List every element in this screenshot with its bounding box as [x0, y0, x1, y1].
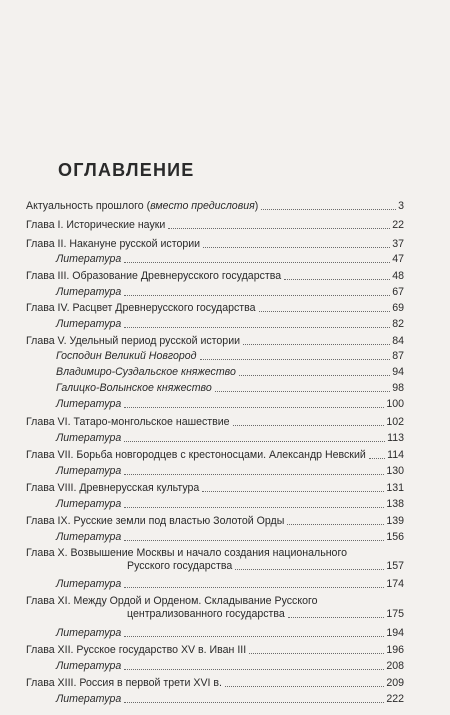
page-number: 22: [392, 219, 404, 231]
entry-line: [26, 677, 404, 690]
dot-leader: [124, 507, 384, 508]
entry-text-part: Глава IX. Русские земли под властью Золотой Орды: [26, 515, 285, 527]
dot-leader: [124, 636, 384, 637]
entry-text-part: Литература: [56, 465, 122, 477]
entry-line: [26, 200, 404, 213]
entry-text-part: Глава XIII. Россия в первой трети XVI в.: [26, 677, 222, 689]
dot-leader: [287, 524, 384, 525]
toc-subentry: [26, 627, 404, 640]
page-number: 48: [392, 270, 404, 282]
entry-text-part: Глава VIII. Древнерусская культура: [26, 482, 200, 494]
entry-line: [56, 350, 404, 363]
toc-subentry: [26, 465, 404, 478]
entry-line: [56, 398, 404, 411]
entry-title-continued: [127, 608, 285, 621]
entry-text-part: Глава VI. Татаро-монгольское нашествие: [26, 416, 230, 428]
entry-title: [26, 677, 222, 690]
dot-leader: [200, 359, 391, 360]
toc-entry: [26, 595, 404, 621]
dot-leader: [124, 327, 390, 328]
entry-text-part: Русского государства: [127, 560, 233, 572]
entry-line: [56, 627, 404, 640]
entry-line: [56, 382, 404, 395]
toc-entry: [26, 547, 404, 573]
entry-title: [56, 382, 212, 395]
entry-title: [26, 595, 318, 607]
toc-subentry: [26, 531, 404, 544]
entry-text-part: ): [254, 200, 259, 212]
entry-title: [26, 416, 230, 429]
entry-line: [26, 595, 404, 608]
page-number: 139: [386, 515, 404, 527]
entry-line: [56, 660, 404, 673]
dot-leader: [284, 279, 390, 280]
entry-line: [56, 432, 404, 445]
dot-leader: [124, 540, 384, 541]
dot-leader: [124, 474, 384, 475]
dot-leader: [259, 311, 391, 312]
page-number: 175: [386, 608, 404, 620]
dot-leader: [243, 344, 390, 345]
entry-title: [56, 318, 121, 331]
toc-subentry: [26, 398, 404, 411]
entry-title: [56, 660, 121, 673]
entry-line: [56, 253, 404, 266]
page-number: 69: [392, 302, 404, 314]
page-number: 138: [386, 498, 404, 510]
entry-text-part: централизованного государства: [127, 608, 285, 620]
toc-entry: [26, 416, 404, 429]
entry-text-part: Господин Великий Новгород: [56, 350, 197, 362]
entry-text-part: Глава IV. Расцвет Древнерусского государства: [26, 302, 256, 314]
entry-title: [56, 578, 121, 591]
entry-text-part: Литература: [56, 660, 122, 672]
page-number: 67: [392, 286, 404, 298]
entry-text-part: Глава V. Удельный период русской истории: [26, 335, 241, 347]
page-number: 98: [392, 382, 404, 394]
toc-subentry: [26, 382, 404, 395]
dot-leader: [369, 458, 385, 459]
entry-text-part: Актуальность прошлого (: [26, 200, 151, 212]
entry-line-continued: [26, 608, 404, 621]
entry-text-part: Литература: [56, 253, 122, 265]
entry-title: [26, 335, 240, 348]
entry-title: [26, 219, 165, 232]
toc-subentry: [26, 253, 404, 266]
entry-text-part: Литература: [56, 578, 122, 590]
entry-line: [26, 335, 404, 348]
entry-line: [26, 238, 404, 251]
dot-leader: [202, 491, 384, 492]
page-number: 100: [386, 398, 404, 410]
entry-text-part: Литература: [56, 498, 122, 510]
entry-title: [56, 398, 121, 411]
dot-leader: [168, 228, 390, 229]
page-number: 87: [392, 350, 404, 362]
entry-text-part: Литература: [56, 627, 122, 639]
page-number: 131: [386, 482, 404, 494]
entry-line: [56, 286, 404, 299]
page-number: 209: [386, 677, 404, 689]
page-number: 194: [386, 627, 404, 639]
entry-title: [26, 547, 347, 559]
entry-text-part: Галицко-Волынское княжество: [56, 382, 212, 394]
toc-entry: [26, 270, 404, 283]
entry-text-part: Глава II. Накануне русской истории: [26, 238, 201, 250]
dot-leader: [124, 407, 384, 408]
entry-text-part: Глава X. Возвышение Москвы и начало создания национального: [26, 547, 347, 559]
entry-title: [56, 627, 121, 640]
entry-line: [56, 465, 404, 478]
entry-title: [26, 200, 258, 213]
dot-leader: [249, 653, 384, 654]
entry-title: [56, 693, 121, 706]
toc-subentry: [26, 318, 404, 331]
entry-line: [26, 219, 404, 232]
entry-line: [56, 531, 404, 544]
toc-entry: [26, 482, 404, 495]
entry-line: [26, 515, 404, 528]
page-number: 130: [386, 465, 404, 477]
dot-leader: [239, 375, 390, 376]
entry-line: [26, 449, 404, 462]
entry-title: [56, 366, 236, 379]
entry-text-part: Литература: [56, 432, 122, 444]
entry-title: [26, 515, 284, 528]
toc-entry: [26, 515, 404, 528]
entry-title: [26, 270, 281, 283]
dot-leader: [261, 209, 396, 210]
entry-text-part: Литература: [56, 398, 122, 410]
toc-subentry: [26, 432, 404, 445]
toc-subentry: [26, 693, 404, 706]
toc-entry: [26, 238, 404, 251]
page-number: 47: [392, 253, 404, 265]
page-number: 157: [386, 560, 404, 572]
dot-leader: [235, 569, 384, 570]
toc-entry: [26, 677, 404, 690]
page-number: 94: [392, 366, 404, 378]
dot-leader: [203, 247, 390, 248]
entry-title: [56, 350, 197, 363]
toc-subentry: [26, 578, 404, 591]
entry-line: [56, 318, 404, 331]
toc-entry: [26, 644, 404, 657]
entry-title: [56, 498, 121, 511]
page-number: 222: [386, 693, 404, 705]
entry-text-part: Глава I. Исторические науки: [26, 219, 166, 231]
dot-leader: [124, 587, 384, 588]
entry-text-part: Глава VII. Борьба новгородцев с крестоносцами. Александр Невский: [26, 449, 366, 461]
page-number: 114: [387, 449, 404, 461]
toc-entry: [26, 200, 404, 213]
entry-title: [56, 253, 121, 266]
toc-subentry: [26, 366, 404, 379]
page-number: 3: [398, 200, 404, 212]
entry-text-part: Глава XII. Русское государство XV в. Иван III: [26, 644, 247, 656]
entry-text-part: Глава XI. Между Ордой и Орденом. Складывание Русского: [26, 595, 318, 607]
entry-title: [26, 644, 246, 657]
entry-text-part: Владимиро-Суздальское княжество: [56, 366, 236, 378]
page-number: 113: [387, 432, 404, 444]
page-number: 156: [386, 531, 404, 543]
entry-text-part: Глава III. Образование Древнерусского государства: [26, 270, 282, 282]
dot-leader: [288, 617, 385, 618]
page-number: 196: [386, 644, 404, 656]
entry-text-part: Литература: [56, 693, 122, 705]
dot-leader: [124, 702, 384, 703]
entry-text-part: вместо предисловия: [150, 200, 255, 212]
entry-title: [26, 449, 366, 462]
toc-subentry: [26, 498, 404, 511]
page-number: 84: [392, 335, 404, 347]
entry-text-part: Литература: [56, 531, 122, 543]
entry-line: [26, 547, 404, 560]
page-number: 37: [392, 238, 404, 250]
page-number: 174: [386, 578, 404, 590]
entry-title: [56, 465, 121, 478]
dot-leader: [215, 391, 390, 392]
entry-title-continued: [127, 560, 232, 573]
toc-entry: [26, 302, 404, 315]
entry-line: [26, 644, 404, 657]
dot-leader: [124, 295, 390, 296]
entry-line: [56, 578, 404, 591]
entry-title: [26, 238, 200, 251]
entry-line: [26, 416, 404, 429]
page-title: ОГЛАВЛЕНИЕ: [58, 160, 195, 180]
toc-subentry: [26, 660, 404, 673]
entry-line-continued: [26, 560, 404, 573]
page-number: 102: [386, 416, 404, 428]
entry-line: [56, 498, 404, 511]
dot-leader: [225, 686, 384, 687]
page-number: 208: [386, 660, 404, 672]
toc-subentry: [26, 350, 404, 363]
entry-line: [26, 270, 404, 283]
toc-entry: [26, 449, 404, 462]
entry-title: [56, 531, 121, 544]
dot-leader: [124, 262, 390, 263]
dot-leader: [124, 441, 385, 442]
entry-title: [26, 302, 256, 315]
page-number: 82: [392, 318, 404, 330]
entry-text-part: Литература: [56, 286, 122, 298]
dot-leader: [124, 669, 384, 670]
entry-line: [26, 482, 404, 495]
entry-title: [56, 432, 121, 445]
dot-leader: [233, 425, 385, 426]
entry-title: [26, 482, 199, 495]
entry-text-part: Литература: [56, 318, 122, 330]
toc-entry: [26, 335, 404, 348]
entry-line: [26, 302, 404, 315]
entry-line: [56, 366, 404, 379]
toc-subentry: [26, 286, 404, 299]
toc-entry: [26, 219, 404, 232]
entry-line: [56, 693, 404, 706]
entry-title: [56, 286, 121, 299]
